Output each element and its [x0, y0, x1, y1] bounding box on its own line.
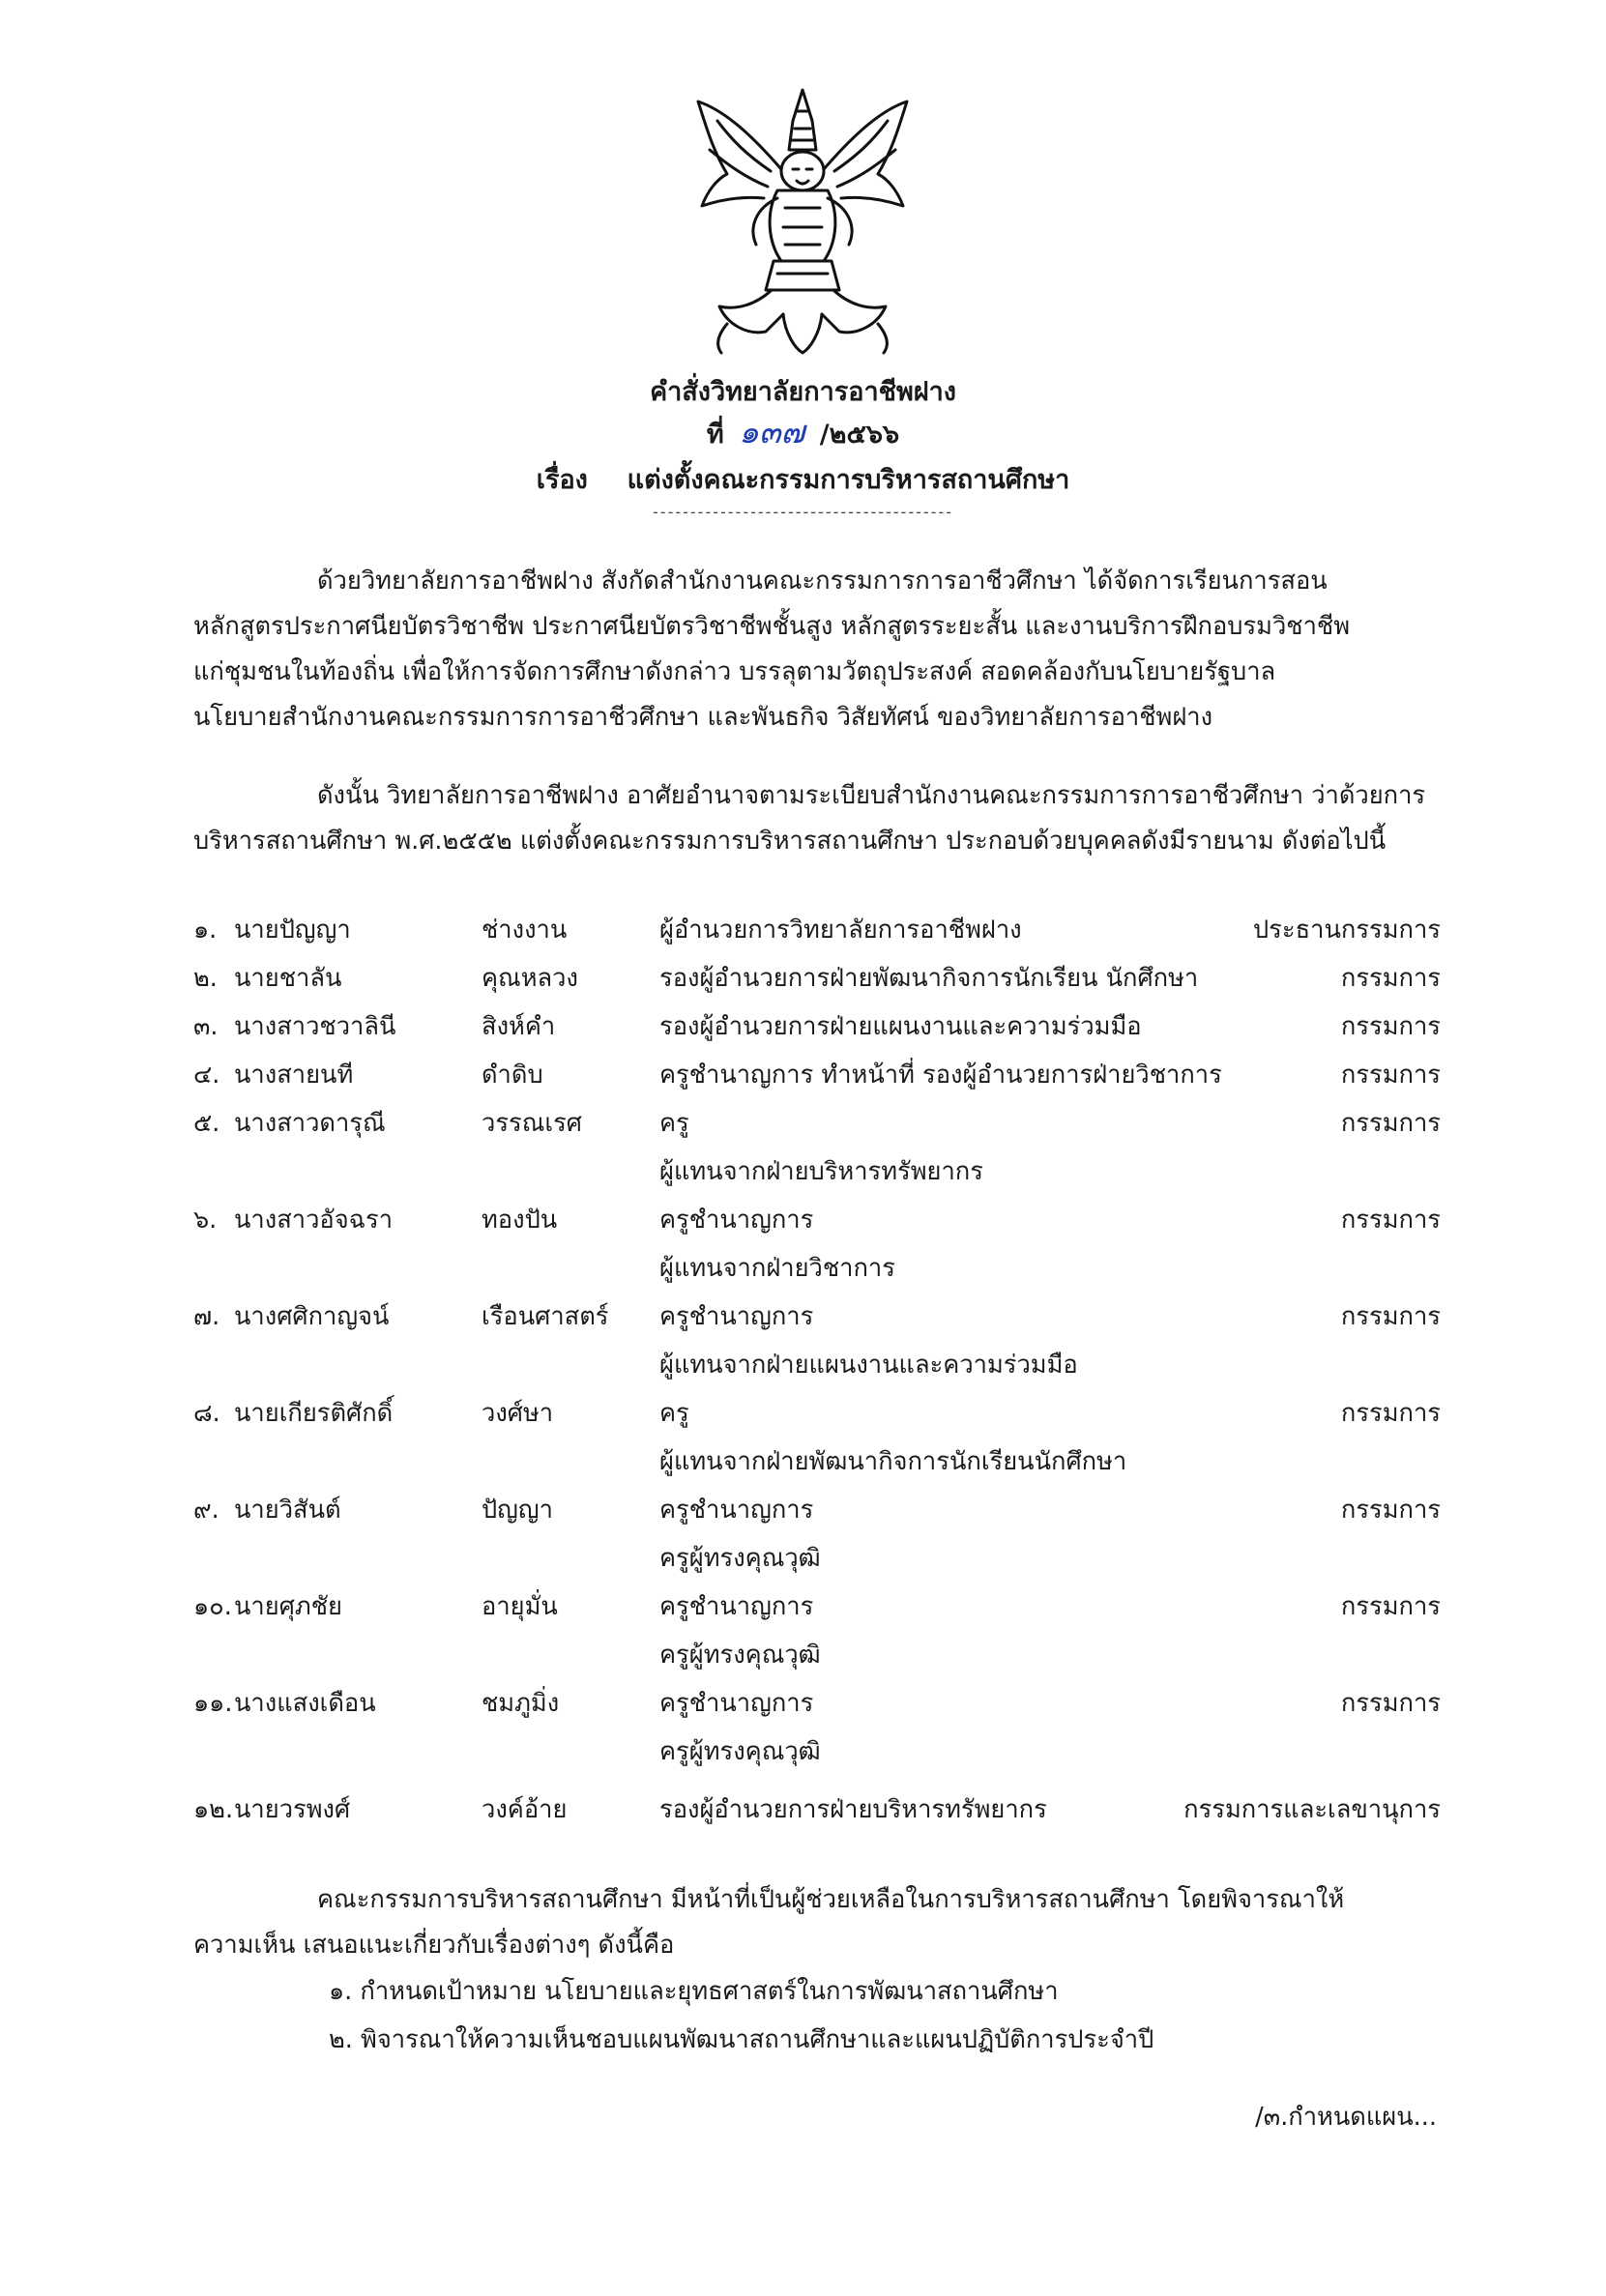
member-role: กรรมการ: [1340, 1061, 1441, 1090]
member-row: [193, 1297, 1441, 1346]
member-role: ประธานกรรมการ: [1253, 915, 1441, 945]
member-name: นายชาลัน: [234, 964, 342, 993]
member-role: กรรมการ: [1340, 1206, 1441, 1235]
member-number: ๓.: [193, 1012, 219, 1041]
member-name: นางสายนที: [234, 1061, 354, 1090]
member-surname: ปัญญา: [482, 1496, 553, 1525]
member-name: นางแสงเดือน: [234, 1689, 376, 1718]
member-role: กรรมการ: [1340, 1689, 1441, 1718]
member-sub-position: ผู้แทนจากฝ่ายบริหารทรัพยากร: [659, 1157, 983, 1186]
member-role: กรรมการ: [1340, 964, 1441, 993]
member-role: กรรมการ: [1340, 1496, 1441, 1525]
member-position: ผู้อำนวยการวิทยาลัยการอาชีพฝาง: [659, 915, 1022, 945]
member-number: ๑๒.: [193, 1795, 234, 1824]
duty-item: ๒. พิจารณาให้ความเห็นชอบแผนพัฒนาสถานศึกษาและแผนปฏิบัติการประจำปี: [329, 2025, 1154, 2054]
member-name: นางสาวดารุณี: [234, 1109, 386, 1138]
member-row: [193, 959, 1441, 1007]
member-surname: คุณหลวง: [482, 964, 578, 993]
member-position: ครู: [659, 1399, 689, 1428]
intro-paragraph: [193, 559, 1437, 741]
member-role: กรรมการและเลขานุการ: [1183, 1795, 1441, 1824]
member-position: รองผู้อำนวยการฝ่ายพัฒนากิจการนักเรียน นักศึกษา: [659, 964, 1199, 993]
member-name: นายศุภชัย: [234, 1592, 342, 1621]
member-number: ๙.: [193, 1496, 219, 1525]
subject-text: แต่งตั้งคณะกรรมการบริหารสถานศึกษา: [627, 465, 1070, 495]
intro-line: นโยบายสำนักงานคณะกรรมการการอาชีวศึกษา และพันธกิจ วิสัยทัศน์ ของวิทยาลัยการอาชีพฝาง: [193, 703, 1213, 732]
member-name: นายเกียรติศักดิ์: [234, 1399, 394, 1428]
member-role: กรรมการ: [1340, 1592, 1441, 1621]
member-surname: เรือนศาสตร์: [482, 1302, 609, 1331]
member-number: ๑.: [193, 915, 218, 945]
member-surname: วงศ์ษา: [482, 1399, 554, 1428]
member-row: [193, 1201, 1441, 1249]
order-number-prefix: ที่: [706, 420, 724, 450]
authority-paragraph: [193, 773, 1437, 864]
member-row: [193, 1491, 1441, 1539]
intro-line: ด้วยวิทยาลัยการอาชีพฝาง สังกัดสำนักงานคณะกรรมการการอาชีวศึกษา ได้จัดการเรียนการสอน: [317, 567, 1328, 596]
authority-line: ดังนั้น วิทยาลัยการอาชีพฝาง อาศัยอำนาจตามระเบียบสำนักงานคณะกรรมการการอาชีวศึกษา ว่าด้วยการ: [317, 781, 1426, 810]
member-name: นางสาวชวาลินี: [234, 1012, 396, 1041]
garuda-emblem-icon: [688, 82, 917, 358]
member-position: ครูชำนาญการ: [659, 1592, 814, 1621]
member-name: นายปัญญา: [234, 915, 351, 945]
member-row: [193, 1684, 1441, 1732]
member-row: [193, 1587, 1441, 1636]
member-surname: วงค์อ้าย: [482, 1795, 568, 1824]
member-number: ๒.: [193, 964, 218, 993]
member-position: รองผู้อำนวยการฝ่ายแผนงานและความร่วมมือ: [659, 1012, 1142, 1041]
duties-paragraph: [193, 1877, 1437, 1968]
order-number-year: /๒๕๖๖: [819, 420, 900, 450]
subject-label: เรื่อง: [536, 465, 588, 495]
intro-line: แก่ชุมชนในท้องถิ่น เพื่อให้การจัดการศึกษาดังกล่าว บรรลุตามวัตถุประสงค์ สอดคล้องกับนโยบายรัฐบาล: [193, 657, 1276, 686]
member-name: นายวรพงศ์: [234, 1795, 351, 1824]
member-number: ๖.: [193, 1206, 218, 1235]
member-position: ครูชำนาญการ: [659, 1689, 814, 1718]
member-number: ๔.: [193, 1061, 220, 1090]
order-number: [0, 406, 1606, 457]
member-name: นายวิสันต์: [234, 1496, 341, 1525]
member-row: [193, 1790, 1441, 1839]
member-row: [193, 911, 1441, 959]
member-surname: วรรณเรศ: [482, 1109, 582, 1138]
member-sub-position: ครูผู้ทรงคุณวุฒิ: [659, 1737, 821, 1766]
member-surname: ดำดิบ: [482, 1061, 543, 1090]
member-role: กรรมการ: [1340, 1109, 1441, 1138]
order-number-handwritten: ๑๓๗: [739, 413, 805, 450]
member-number: ๑๑.: [193, 1689, 233, 1718]
member-row: [193, 1056, 1441, 1104]
member-sub-position: ครูผู้ทรงคุณวุฒิ: [659, 1641, 821, 1670]
member-surname: อายุมั่น: [482, 1592, 558, 1621]
duties-line: คณะกรรมการบริหารสถานศึกษา มีหน้าที่เป็นผู้ช่วยเหลือในการบริหารสถานศึกษา โดยพิจารณาให้: [317, 1885, 1345, 1914]
member-role: กรรมการ: [1340, 1012, 1441, 1041]
member-position: ครูชำนาญการ ทำหน้าที่ รองผู้อำนวยการฝ่ายวิชาการ: [659, 1061, 1222, 1090]
member-name: นางศศิกาญจน์: [234, 1302, 390, 1331]
member-position: ครู: [659, 1109, 689, 1138]
header-divider: ----------------------------------------: [653, 503, 953, 521]
member-sub-position: ผู้แทนจากฝ่ายแผนงานและความร่วมมือ: [659, 1351, 1078, 1380]
intro-line: หลักสูตรประกาศนียบัตรวิชาชีพ ประกาศนียบัตรวิชาชีพชั้นสูง หลักสูตรระยะสั้น และงานบริการฝึกอบรมวิชาชีพ: [193, 612, 1351, 641]
member-number: ๕.: [193, 1109, 220, 1138]
member-number: ๑๐.: [193, 1592, 232, 1621]
member-role: กรรมการ: [1340, 1302, 1441, 1331]
member-surname: ชมภูมิ่ง: [482, 1689, 560, 1718]
member-role: กรรมการ: [1340, 1399, 1441, 1428]
authority-line: บริหารสถานศึกษา พ.ศ.๒๕๕๒ แต่งตั้งคณะกรรมการบริหารสถานศึกษา ประกอบด้วยบุคคลดังมีรายนาม ดังต่อไปนี้: [193, 827, 1387, 856]
member-position: รองผู้อำนวยการฝ่ายบริหารทรัพยากร: [659, 1795, 1047, 1824]
member-position: ครูชำนาญการ: [659, 1206, 814, 1235]
duties-line: ความเห็น เสนอแนะเกี่ยวกับเรื่องต่างๆ ดังนี้คือ: [193, 1931, 675, 1960]
member-sub-position: ผู้แทนจากฝ่ายพัฒนากิจการนักเรียนนักศึกษา: [659, 1447, 1127, 1476]
member-surname: ช่างงาน: [482, 915, 568, 945]
duty-item: ๑. กำหนดเป้าหมาย นโยบายและยุทธศาสตร์ในการพัฒนาสถานศึกษา: [329, 1977, 1059, 2006]
member-row: [193, 1104, 1441, 1152]
page-continuation: /๓.กำหนดแผน...: [1255, 2103, 1437, 2132]
member-row: [193, 1007, 1441, 1056]
member-surname: สิงห์คำ: [482, 1012, 556, 1041]
member-sub-position: ผู้แทนจากฝ่ายวิชาการ: [659, 1254, 895, 1283]
member-number: ๘.: [193, 1399, 220, 1428]
member-row: [193, 1394, 1441, 1442]
member-position: ครูชำนาญการ: [659, 1302, 814, 1331]
order-subject: [0, 458, 1606, 500]
member-surname: ทองปัน: [482, 1206, 558, 1235]
member-number: ๗.: [193, 1302, 220, 1331]
member-position: ครูชำนาญการ: [659, 1496, 814, 1525]
order-title: คำสั่งวิทยาลัยการอาชีพฝาง: [650, 377, 956, 407]
member-sub-position: ครูผู้ทรงคุณวุฒิ: [659, 1544, 821, 1573]
member-name: นางสาวอัจฉรา: [234, 1206, 394, 1235]
